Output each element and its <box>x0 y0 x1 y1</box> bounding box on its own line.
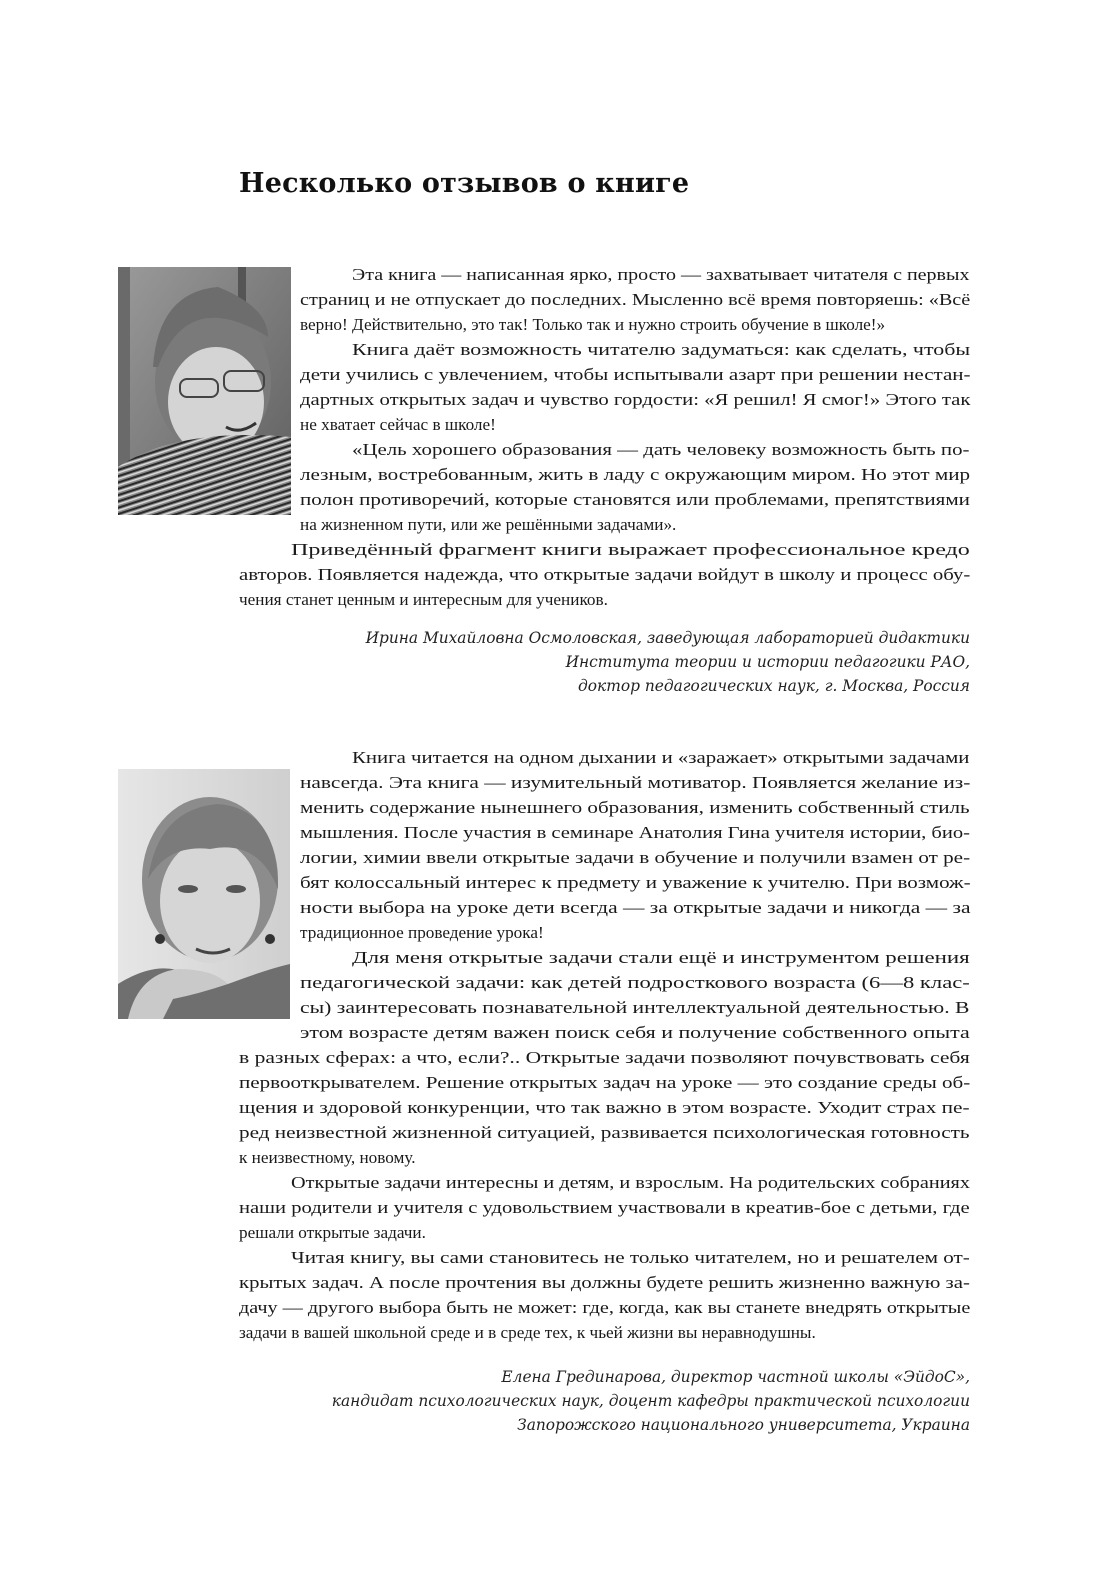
text-line: Приведённый фрагмент книги выражает профессиональное кредо <box>291 540 970 559</box>
text-line: менить содержание нынешнего образования, изменить собственный стиль <box>300 798 970 817</box>
text-line: не хватает сейчас в школе! <box>300 415 496 434</box>
text-line: на жизненном пути, или же решёнными задачами». <box>300 515 677 534</box>
text-line: бят колоссальный интерес к предмету и уважение к учителю. При возмож- <box>300 873 971 892</box>
text-line: чения станет ценным и интересным для учеников. <box>239 590 608 609</box>
attribution-line: Ирина Михайловна Осмоловская, заведующая лабораторией дидактики <box>365 629 970 647</box>
text-line: крытых задач. А после прочтения вы должны будете решить жизненно важную за- <box>239 1273 970 1292</box>
text-line: Книга читается на одном дыхании и «заражает» открытыми задачами <box>352 748 970 767</box>
text-line: логии, химии ввели открытые задачи в обучение и получили взамен от ре- <box>300 848 971 867</box>
portrait-image <box>118 769 290 1019</box>
text-line: к неизвестному, новому. <box>239 1148 416 1167</box>
attribution-line: Запорожского национального университета, Украина <box>517 1416 970 1434</box>
text-line: дети учились с увлечением, чтобы испытывали азарт при решении нестан- <box>300 365 971 384</box>
text-line: дартных открытых задач и чувство гордости: «Я решил! Я смог!» Этого так <box>300 390 971 409</box>
text-line: этом возрасте детям важен поиск себя и получение собственного опыта <box>300 1023 970 1042</box>
text-line: мышления. После участия в семинаре Анатолия Гина учителя истории, био- <box>300 823 970 842</box>
text-line: авторов. Появляется надежда, что открытые задачи войдут в школу и процесс обу- <box>239 565 971 584</box>
text-line: ред неизвестной жизненной ситуацией, развивается психологическая готовность <box>239 1123 970 1142</box>
text-line: задачи в вашей школьной среде и в среде тех, к чьей жизни вы неравнодушны. <box>239 1323 816 1342</box>
text-line: верно! Действительно, это так! Только так и нужно строить обучение в школе!» <box>300 315 886 334</box>
text-line: сы) заинтересовать познавательной интеллектуальной деятельностью. В <box>300 998 970 1017</box>
attribution-line: кандидат психологических наук, доцент кафедры практической психологии <box>331 1392 970 1410</box>
text-line: ности выбора на уроке дети всегда — за открытые задачи и никогда — за <box>300 898 971 917</box>
text-line: Книга даёт возможность читателю задуматься: как сделать, чтобы <box>352 340 971 359</box>
text-line: решали открытые задачи. <box>239 1223 426 1242</box>
text-line: Эта книга — написанная ярко, просто — захватывает читателя с первых <box>352 265 970 284</box>
text-line: полон противоречий, которые становятся или проблемами, препятствиями <box>300 490 970 509</box>
text-line: в разных сферах: а что, если?.. Открытые задачи позволяют почувствовать себя <box>239 1048 970 1067</box>
text-line: «Цель хорошего образования — дать человеку возможность быть по- <box>352 440 970 459</box>
text-line: навсегда. Эта книга — изумительный мотиватор. Появляется желание из- <box>300 773 971 792</box>
text-line: страниц и не отпускает до последних. Мысленно всё время повторяешь: «Всё <box>300 290 971 309</box>
attribution-line: доктор педагогических наук, г. Москва, Россия <box>578 677 970 695</box>
text-line: дачу — другого выбора быть не может: где, когда, как вы станете внедрять открытые <box>239 1298 971 1317</box>
text-line: Открытые задачи интересны и детям, и взрослым. На родительских собраниях <box>291 1173 970 1192</box>
text-line: Для меня открытые задачи стали ещё и инструментом решения <box>352 948 970 967</box>
reviewer-photo <box>118 769 290 1019</box>
text-line: традиционное проведение урока! <box>300 923 544 942</box>
text-line: педагогической задачи: как детей подросткового возраста (6—8 клас- <box>300 973 970 992</box>
portrait-image <box>118 267 291 515</box>
attribution-line: Института теории и истории педагогики РАО, <box>565 653 970 671</box>
text-line: наши родители и учителя с удовольствием участвовали в креатив-бое с детьми, где <box>239 1198 970 1217</box>
attribution-line: Елена Грединарова, директор частной школы «ЭйдоС», <box>501 1368 970 1386</box>
reviewer-photo <box>118 267 291 515</box>
page-title: Несколько отзывов о книге <box>239 168 690 199</box>
text-line: щения и здоровой конкуренции, что так важно в этом возрасте. Уходит страх пе- <box>239 1098 970 1117</box>
text-line: лезным, востребованным, жить в ладу с окружающим миром. Но этот мир <box>300 465 971 484</box>
text-line: первооткрывателем. Решение открытых задач на уроке — это создание среды об- <box>239 1073 971 1092</box>
text-line: Читая книгу, вы сами становитесь не только читателем, но и решателем от- <box>291 1248 970 1267</box>
